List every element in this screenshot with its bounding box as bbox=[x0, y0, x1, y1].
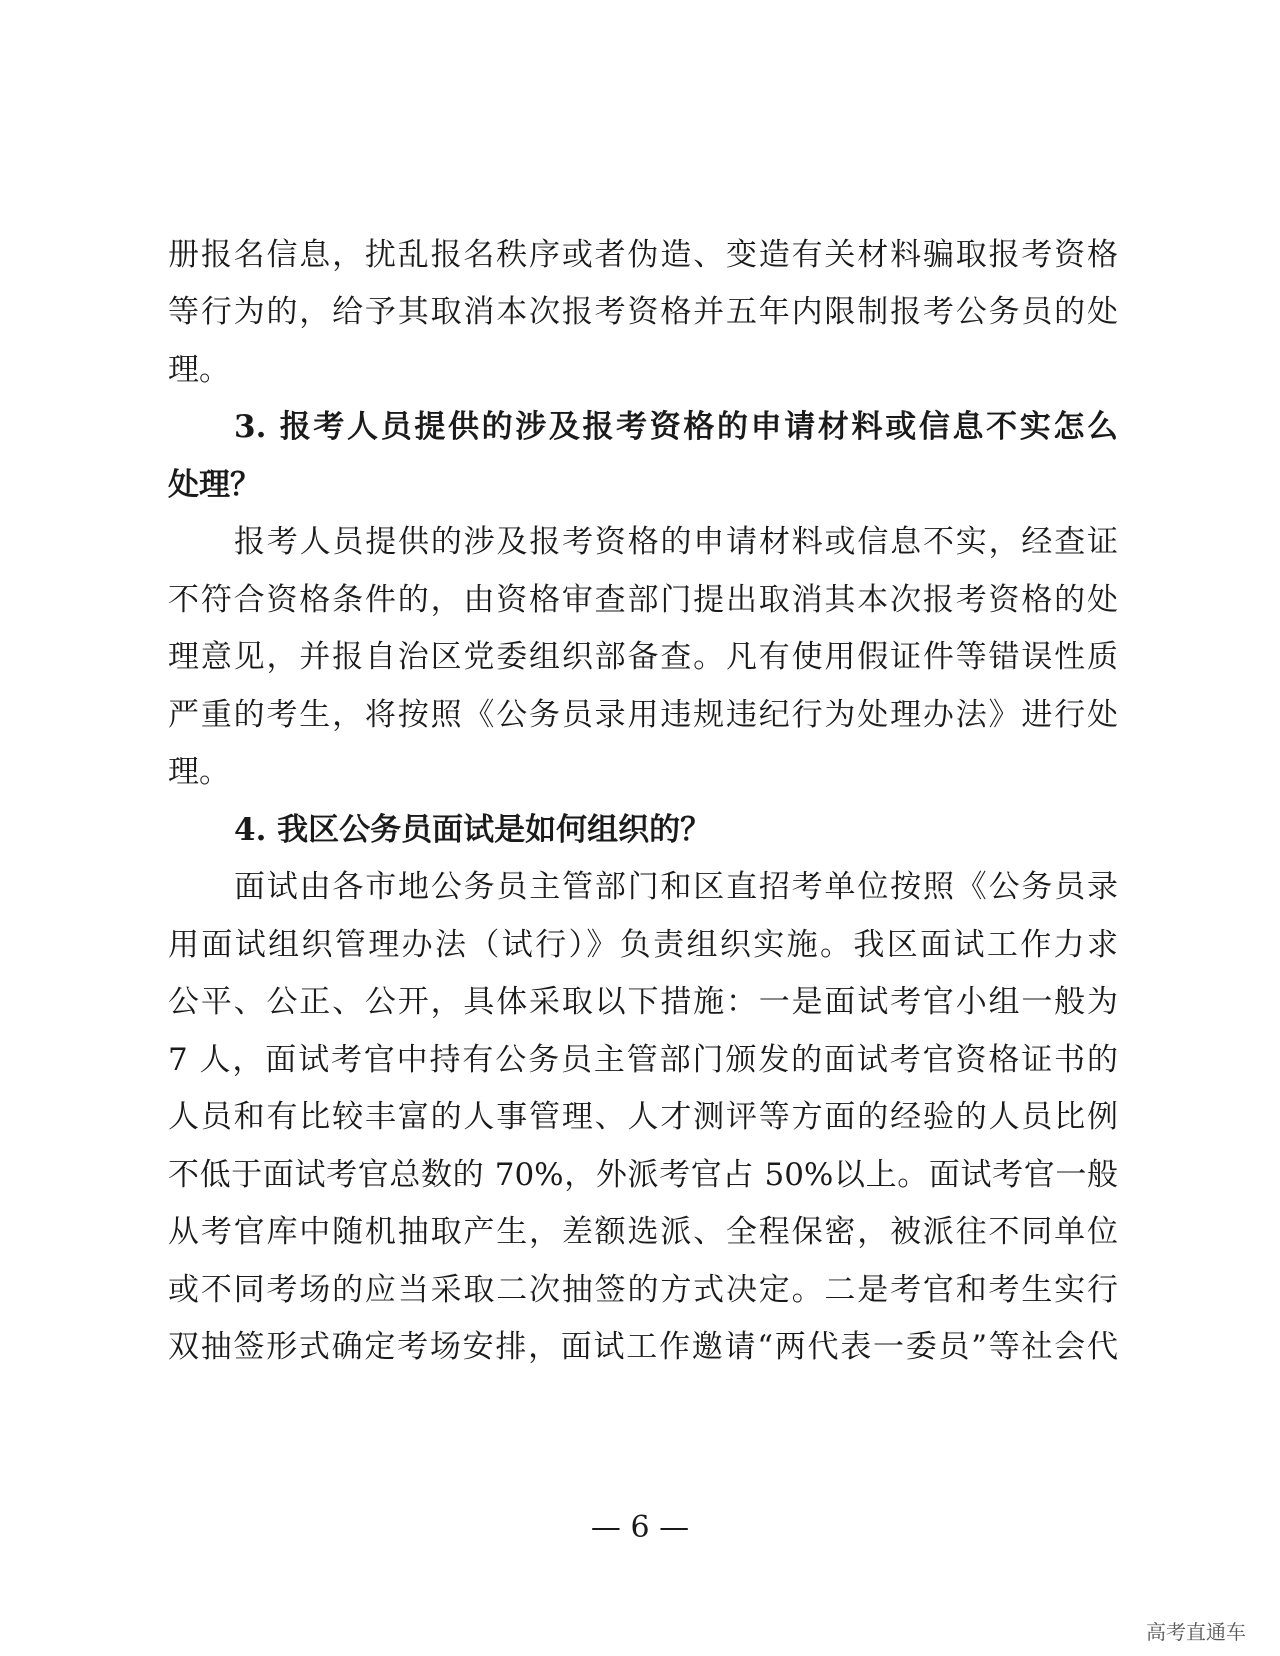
paragraph-line: 7 人，面试考官中持有公务员主管部门颁发的面试考官资格证书的 bbox=[168, 1042, 1118, 1078]
paragraph-line: 从考官库中随机抽取产生，差额选派、全程保密，被派往不同单位 bbox=[168, 1214, 1118, 1250]
question-heading-3-cont: 处理？ bbox=[168, 467, 261, 503]
paragraph-line: 册报名信息，扰乱报名秩序或者伪造、变造有关材料骗取报考资格 bbox=[168, 237, 1118, 273]
paragraph-line: 或不同考场的应当采取二次抽签的方式决定。二是考官和考生实行 bbox=[168, 1272, 1118, 1308]
paragraph-line: 不符合资格条件的，由资格审查部门提出取消其本次报考资格的处 bbox=[168, 582, 1118, 618]
paragraph-line: 等行为的，给予其取消本次报考资格并五年内限制报考公务员的处 bbox=[168, 294, 1118, 330]
paragraph-line: 严重的考生，将按照《公务员录用违规违纪行为处理办法》进行处 bbox=[168, 697, 1118, 733]
paragraph-line: 用面试组织管理办法（试行）》负责组织实施。我区面试工作力求 bbox=[168, 927, 1118, 963]
paragraph-line: 报考人员提供的涉及报考资格的申请材料或信息不实，经查证 bbox=[234, 524, 1118, 560]
page-number: — 6 — bbox=[590, 1510, 690, 1545]
paragraph-line: 理。 bbox=[168, 754, 230, 790]
paragraph-line: 理。 bbox=[168, 352, 230, 388]
paragraph-line: 双抽签形式确定考场安排，面试工作邀请“两代表一委员”等社会代 bbox=[168, 1329, 1118, 1365]
question-heading-4: 4. 我区公务员面试是如何组织的？ bbox=[234, 812, 712, 848]
paragraph-line: 面试由各市地公务员主管部门和区直招考单位按照《公务员录 bbox=[234, 869, 1118, 905]
paragraph-line: 不低于面试考官总数的 70%，外派考官占 50%以上。面试考官一般 bbox=[168, 1157, 1118, 1193]
paragraph-line: 公平、公正、公开，具体采取以下措施：一是面试考官小组一般为 bbox=[168, 984, 1118, 1020]
watermark-text: 高考直通车 bbox=[1146, 1620, 1246, 1644]
paragraph-line: 理意见，并报自治区党委组织部备查。凡有使用假证件等错误性质 bbox=[168, 639, 1118, 675]
paragraph-line: 人员和有比较丰富的人事管理、人才测评等方面的经验的人员比例 bbox=[168, 1099, 1118, 1135]
question-heading-3: 3. 报考人员提供的涉及报考资格的申请材料或信息不实怎么 bbox=[234, 409, 1118, 445]
